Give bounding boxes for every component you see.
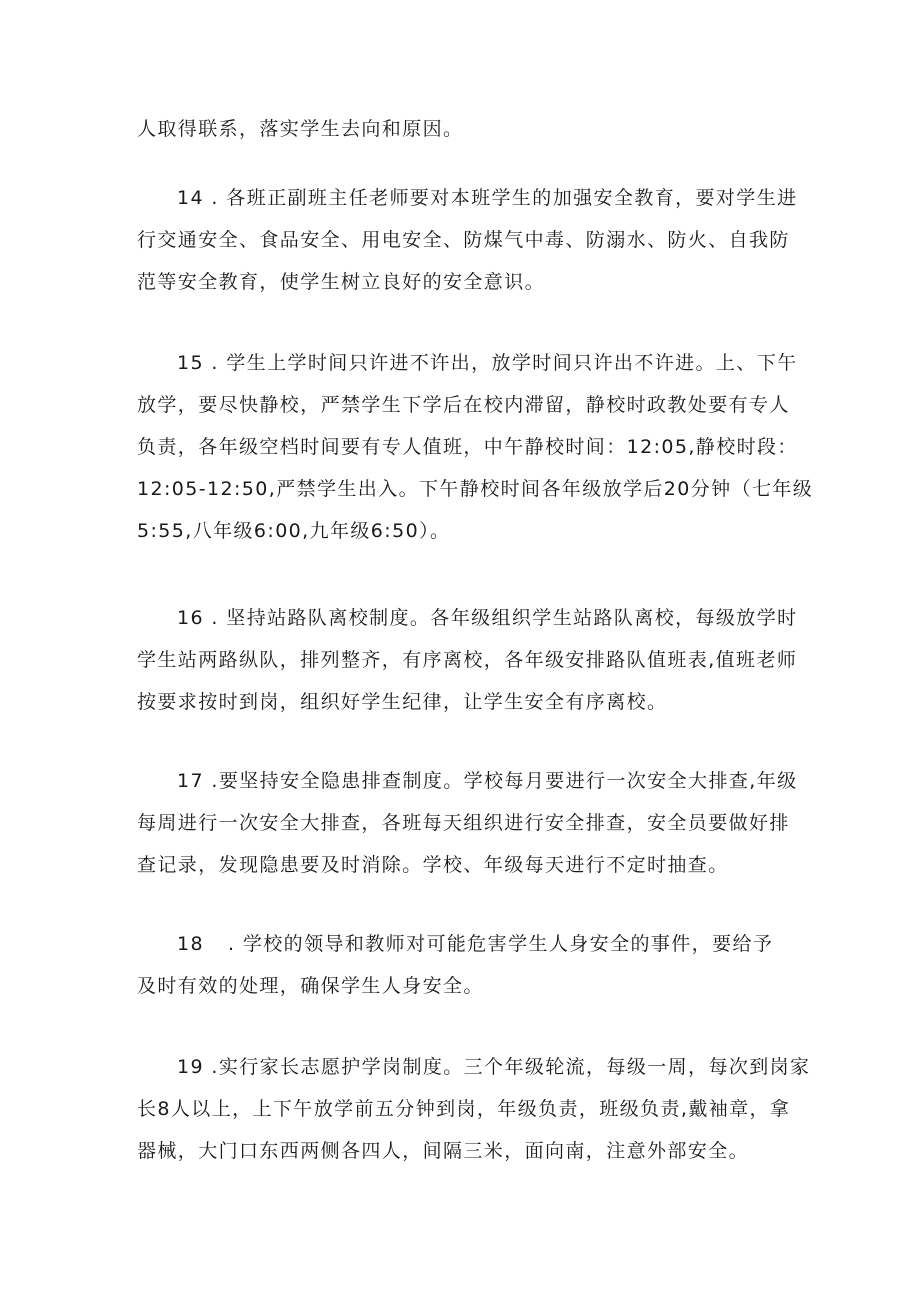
- text-line: 及时有效的处理，确保学生人身安全。: [137, 975, 484, 997]
- text-line: 行交通安全、食品安全、用电安全、防煤气中毒、防溺水、防火、自我防: [137, 229, 790, 251]
- text-line: 长8人以上，上下午放学前五分钟到岗，年级负责，班级负责,戴袖章，拿: [137, 1098, 791, 1120]
- text-line: 19 .实行家长志愿护学岗制度。三个年级轮流，每级一周，每次到岗家: [177, 1056, 811, 1078]
- text-line: 16 . 坚持站路队离校制度。各年级组织学生站路队离校，每级放学时: [177, 607, 798, 629]
- paragraph-14: [137, 177, 798, 303]
- text-line: 范等安全教育，使学生树立良好的安全意识。: [137, 271, 546, 293]
- paragraph-continuation: [137, 108, 787, 150]
- item-text: . 学校的领导和教师对可能危害学生人身安全的事件，要给予: [227, 933, 774, 955]
- text-line: 放学，要尽快静校，严禁学生下学后在校内滞留，静校时政教处要有专人: [137, 394, 790, 416]
- text-line: 5:55,八年级6:00,九年级6:50）。: [137, 520, 451, 542]
- text-line: 12:05-12:50,严禁学生出入。下午静校时间各年级放学后20分钟（七年级: [137, 478, 814, 500]
- item-number: 18: [177, 933, 204, 955]
- paragraph-19: [137, 1046, 811, 1172]
- text-line: 器械，大门口东西两侧各四人，间隔三米，面向南，注意外部安全。: [137, 1140, 750, 1162]
- paragraph-16: [137, 597, 798, 723]
- text-line: 查记录，发现隐患要及时消除。学校、年级每天进行不定时抽查。: [137, 854, 729, 876]
- paragraph-18: [137, 923, 787, 1007]
- text-line: 15 . 学生上学时间只许进不许出，放学时间只许出不许进。上、下午: [177, 352, 798, 374]
- text-line: 人取得联系，落实学生去向和原因。: [137, 118, 464, 140]
- text-line: 每周进行一次安全大排查，各班每天组织进行安全排查，安全员要做好排: [137, 812, 790, 834]
- text-line: [137, 923, 787, 965]
- paragraph-17: [137, 760, 798, 886]
- text-line: 负责，各年级空档时间要有专人值班，中午静校时间：12:05,静校时段：: [137, 436, 798, 458]
- text-line: 14 . 各班正副班主任老师要对本班学生的加强安全教育，要对学生进: [177, 187, 798, 209]
- paragraph-15: [137, 342, 814, 552]
- text-line: 17 .要坚持安全隐患排查制度。学校每月要进行一次安全大排查,年级: [177, 770, 798, 792]
- text-line: 学生站两路纵队，排列整齐，有序离校，各年级安排路队值班表,值班老师: [137, 649, 798, 671]
- text-line: 按要求按时到岗，组织好学生纪律，让学生安全有序离校。: [137, 691, 668, 713]
